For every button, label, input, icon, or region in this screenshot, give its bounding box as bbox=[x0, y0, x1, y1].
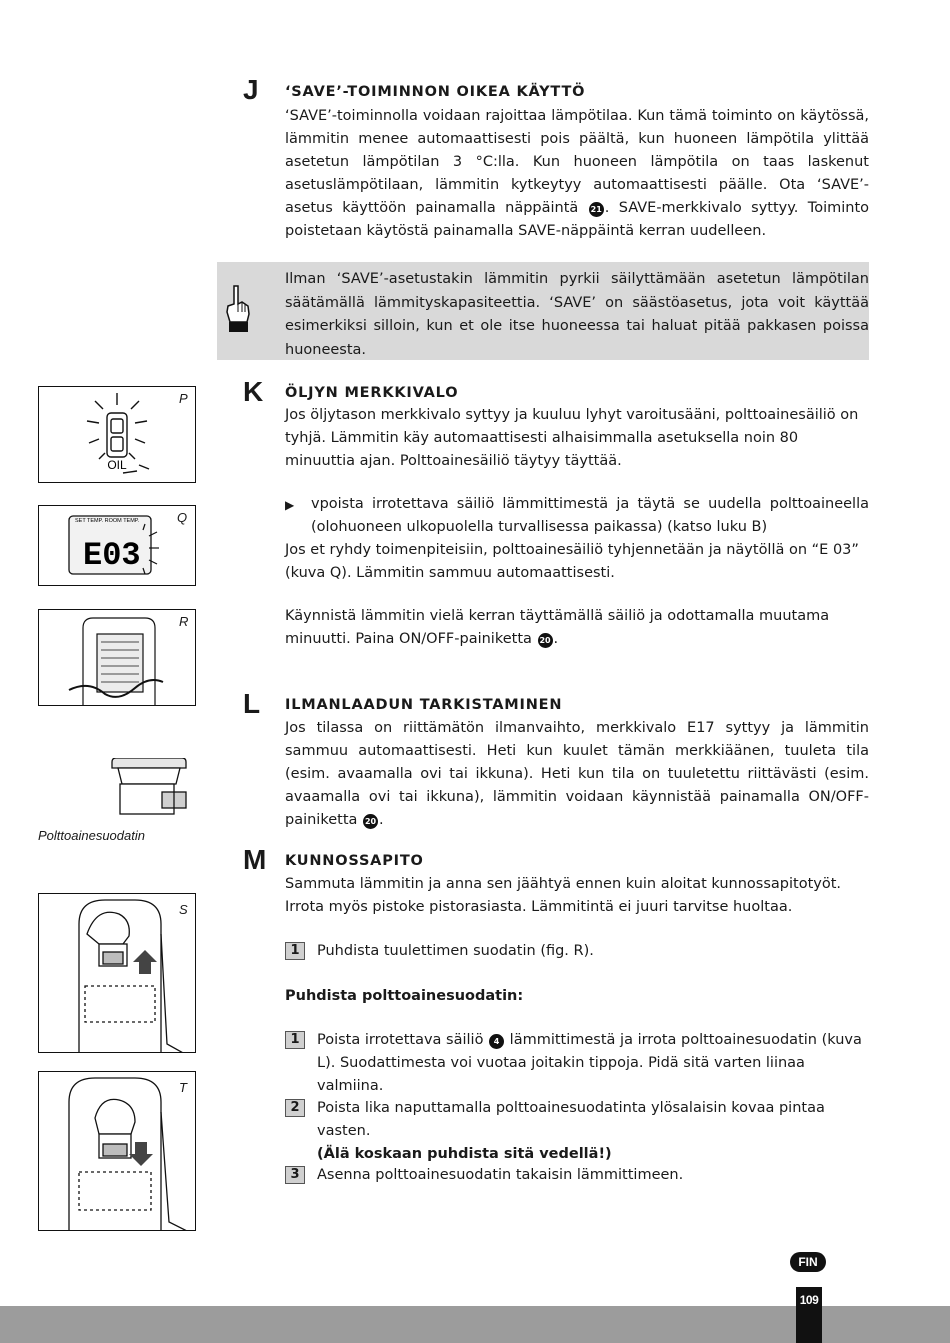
step-text-1: Poista lika naputtamalla polttoainesuodatinta ylösalaisin kovaa pintaa vasten. bbox=[317, 1100, 825, 1139]
ref-number-icon: 20 bbox=[363, 814, 378, 829]
fan-filter-illustration bbox=[39, 610, 196, 706]
section-body-l-text: Jos tilassa on riittämätön ilmanvaihto, merkkivalo E17 syttyy ja lämmitin sammuu automaattisesti. Heti kun kuulet tämän merkkiäänen, tuuleta tila (esim. avaamalla ovi tai ikkuna). Heti kun tila on tuuletettu riittävästi (esim. avaamalla ovi tai ikkuna), lämmitin voidaan käynnistää painamalla ON/OFF-painiketta bbox=[285, 720, 869, 828]
section-body-j-text-2: . SAVE-merkkivalo syttyy. Toiminto poistetaan käytöstä painamalla SAVE-näppäintä kerran uudelleen. bbox=[285, 200, 869, 239]
section-heading-m: KUNNOSSAPITO bbox=[285, 853, 424, 869]
step-number: 3 bbox=[285, 1166, 305, 1184]
step-text bbox=[317, 1029, 869, 1098]
section-heading-l: ILMANLAADUN TARKISTAMINEN bbox=[285, 697, 563, 713]
subheading-fuel-filter: Puhdista polttoainesuodatin: bbox=[285, 988, 524, 1004]
ref-number-icon: 4 bbox=[489, 1034, 504, 1049]
figure-label-s: S bbox=[179, 902, 188, 917]
figure-label-p: P bbox=[179, 391, 188, 406]
figure-r bbox=[38, 609, 196, 706]
restart-text: Käynnistä lämmitin vielä kerran täyttämällä säiliö ja odottamalla muutama minuutti. Paina ON/OFF-painiketta bbox=[285, 608, 830, 647]
step-number: 1 bbox=[285, 942, 305, 960]
figure-s bbox=[38, 893, 196, 1053]
fuel-filter-step bbox=[285, 1164, 869, 1187]
filter-caption: Polttoainesuodatin bbox=[38, 828, 145, 843]
display-e03-illustration bbox=[39, 506, 196, 586]
section-body-j bbox=[285, 105, 869, 243]
figure-p bbox=[38, 386, 196, 483]
section-body-k-after: Jos et ryhdy toimenpiteisiin, polttoainesäiliö tyhjennetään ja näytöllä on “E 03” (kuva Q). Lämmitin sammuu automaattisesti. bbox=[285, 542, 859, 581]
oil-indicator-illustration bbox=[39, 387, 196, 483]
ref-number-icon: 21 bbox=[589, 202, 604, 217]
bullet-item bbox=[285, 493, 869, 539]
display-value: E03 bbox=[83, 537, 141, 574]
section-heading-k: ÖLJYN MERKKIVALO bbox=[285, 385, 459, 401]
install-filter-illustration bbox=[39, 1072, 196, 1231]
bullet-arrow-icon: ▶ bbox=[285, 498, 295, 512]
section-body-l-text-2: . bbox=[379, 812, 384, 828]
page-number: 109 bbox=[796, 1287, 822, 1343]
figure-label-t: T bbox=[179, 1080, 187, 1095]
pointing-hand-icon bbox=[222, 284, 252, 336]
ref-number-icon: 20 bbox=[538, 633, 553, 648]
restart-text-2: . bbox=[553, 631, 559, 647]
section-body-j-text: ‘SAVE’-toiminnolla voidaan rajoittaa lämpötilaa. Kun tämä toiminto on käytössä, lämmitin menee automaattisesti pois päältä, kun huoneen lämpötila ylittää asetetun lämpötilan 3 °C:lla. Kun huoneen lämpötila on taas laskenut asetuslämpötilaan, lämmitin kytkeytyy automaattisesti päälle. Ota ‘SAVE’-asetus käyttöön painamalla näppäintä bbox=[285, 108, 869, 216]
step-warning: (Älä koskaan puhdista sitä vedellä!) bbox=[317, 1146, 612, 1162]
fuel-filter-step bbox=[285, 1029, 869, 1098]
bullet-text: vpoista irrotettava säiliö lämmittimestä ja täytä se uudella polttoaineella (olohuoneen ulkopuolella turvallisessa paikassa) (katso luku B) bbox=[311, 496, 869, 535]
step-number: 2 bbox=[285, 1099, 305, 1117]
step-text-2: lämmittimestä ja irrota polttoainesuodatin (kuva L). Suodattimesta voi vuotaa joitakin tippoja. Pidä sitä varten liinaa valmiina. bbox=[317, 1032, 862, 1094]
maintenance-step bbox=[285, 940, 869, 963]
fuel-filter-illustration bbox=[110, 758, 188, 816]
section-heading-j: ‘SAVE’-TOIMINNON OIKEA KÄYTTÖ bbox=[285, 84, 586, 100]
figure-t bbox=[38, 1071, 196, 1231]
language-badge: FIN bbox=[790, 1252, 826, 1272]
figure-label-q: Q bbox=[177, 510, 188, 525]
step-text bbox=[317, 1097, 869, 1166]
note-text: Ilman ‘SAVE’-asetustakin lämmitin pyrkii säilyttämään asetetun lämpötilan säätämällä lämmityskapasiteettia. ‘SAVE’ on säästöasetus, jota voit käyttää esimerkiksi silloin, kun et ole itse huoneessa tai haluat pitää pakkasen poissa huoneesta. bbox=[285, 271, 869, 358]
step-text: Puhdista tuulettimen suodatin (fig. R). bbox=[317, 943, 594, 959]
oil-label: OIL bbox=[107, 458, 127, 472]
section-letter-l: L bbox=[243, 688, 261, 719]
step-number: 1 bbox=[285, 1031, 305, 1049]
fuel-filter-step bbox=[285, 1097, 869, 1166]
section-letter-k: K bbox=[243, 376, 264, 407]
figure-label-r: R bbox=[179, 614, 189, 629]
section-letter-m: M bbox=[243, 844, 267, 875]
section-body-m: Sammuta lämmitin ja anna sen jäähtyä ennen kuin aloitat kunnossapitotyöt. Irrota myös pistoke pistorasiasta. Lämmitintä ei juuri tarvitse huoltaa. bbox=[285, 876, 841, 915]
section-body-k-restart bbox=[285, 605, 869, 651]
remove-filter-illustration bbox=[39, 894, 196, 1053]
display-caption: SET TEMP. ROOM TEMP. bbox=[75, 518, 140, 524]
section-body-k: Jos öljytason merkkivalo syttyy ja kuuluu lyhyt varoitusääni, polttoainesäiliö on tyhjä. Lämmitin käy automaattisesti alhaisimmalla asetuksella noin 80 minuuttia ajan. Polttoainesäiliö täytyy täyttää. bbox=[285, 407, 859, 469]
section-letter-j: J bbox=[243, 74, 259, 105]
step-text-1: Poista irrotettava säiliö bbox=[317, 1032, 484, 1048]
section-body-l bbox=[285, 717, 869, 832]
step-text: Asenna polttoainesuodatin takaisin lämmittimeen. bbox=[317, 1167, 684, 1183]
figure-q bbox=[38, 505, 196, 586]
